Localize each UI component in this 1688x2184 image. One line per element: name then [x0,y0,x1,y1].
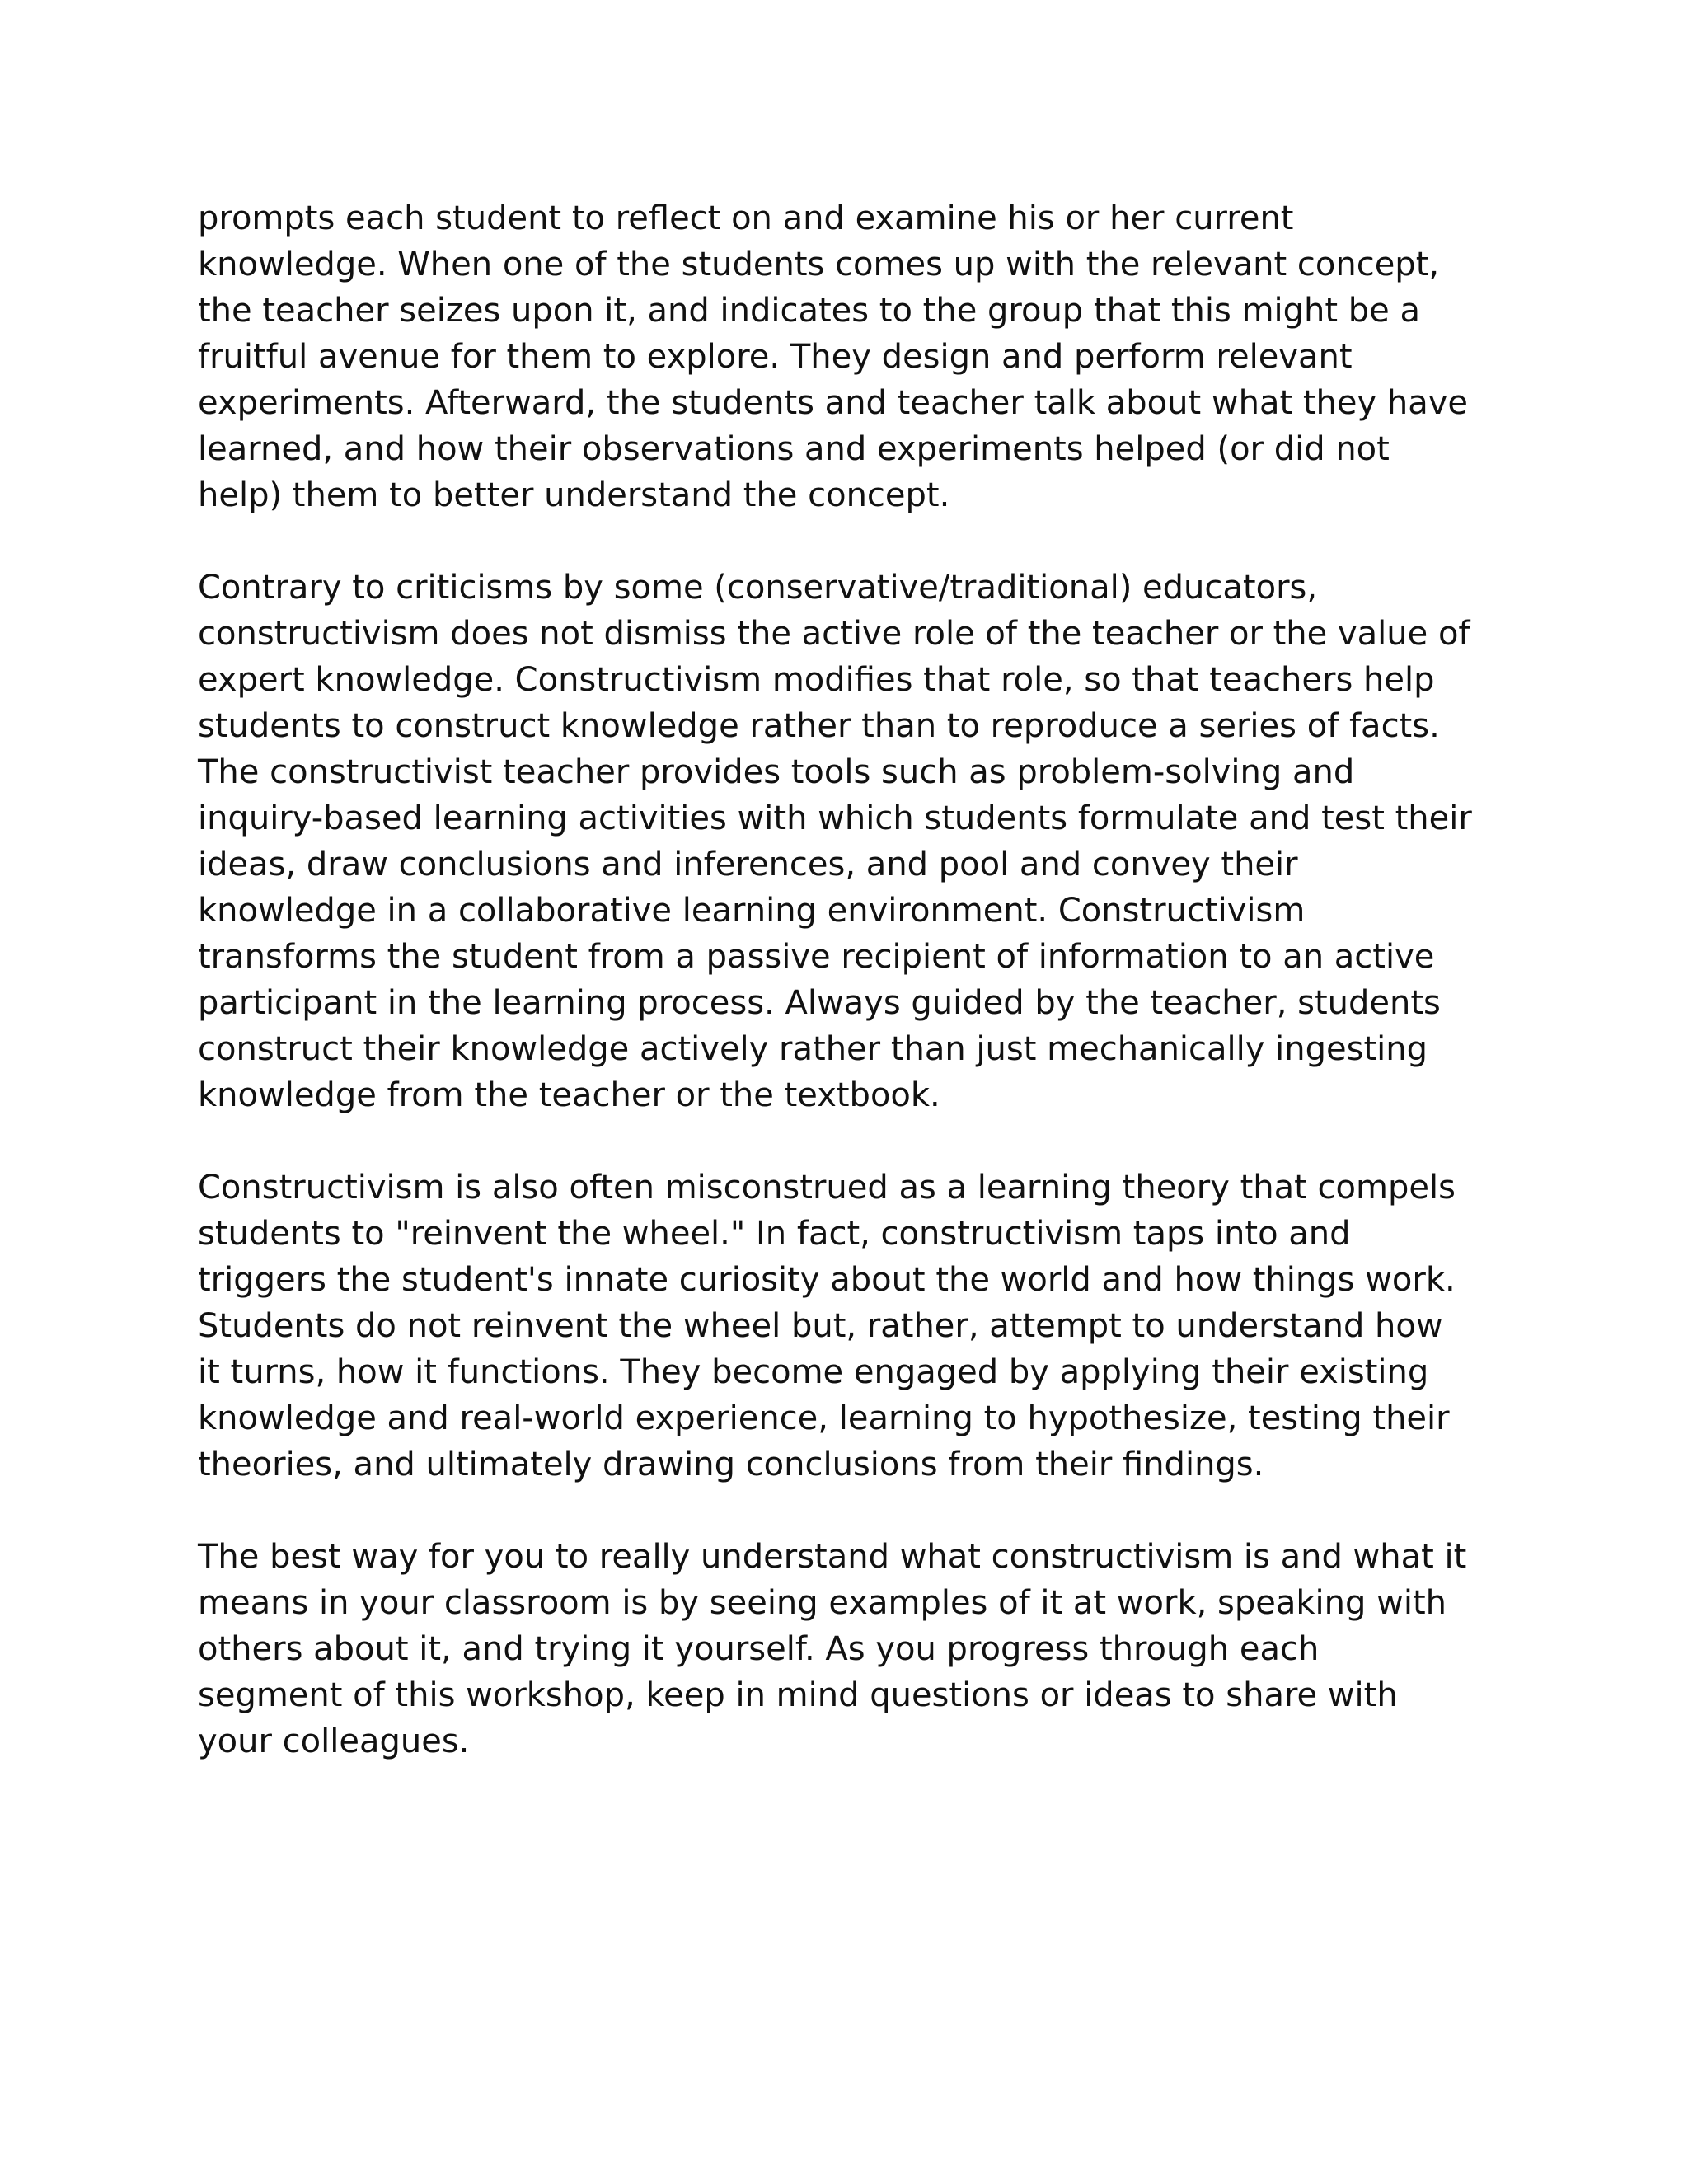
text-line: constructivism does not dismiss the active role of the teacher or the value of [198,615,1470,653]
paragraph-2 [198,565,1533,1118]
text-line: knowledge and real-world experience, learning to hypothesize, testing their [198,1399,1450,1437]
text-line: students to construct knowledge rather than to reproduce a series of facts. [198,707,1440,745]
text-line: theories, and ultimately drawing conclusions from their findings. [198,1446,1264,1483]
text-line: construct their knowledge actively rather than just mechanically ingesting [198,1030,1428,1068]
text-line: others about it, and trying it yourself. As you progress through each [198,1630,1320,1668]
text-line: prompts each student to reflect on and examine his or her current [198,199,1294,237]
text-line: knowledge from the teacher or the textbook. [198,1076,940,1114]
paragraph-4 [198,1534,1533,1765]
text-line: experiments. Afterward, the students and teacher talk about what they have [198,384,1469,422]
text-line: fruitful avenue for them to explore. They design and perform relevant [198,338,1353,376]
text-line: participant in the learning process. Always guided by the teacher, students [198,984,1441,1022]
text-line: ideas, draw conclusions and inferences, and pool and convey their [198,846,1298,883]
text-line: Students do not reinvent the wheel but, rather, attempt to understand how [198,1307,1443,1345]
paragraph-3 [198,1165,1533,1488]
body-text [198,195,1533,1811]
text-line: Contrary to criticisms by some (conservative/traditional) educators, [198,569,1318,607]
text-line: transforms the student from a passive recipient of information to an active [198,938,1435,976]
text-line: your colleagues. [198,1722,470,1760]
text-line: students to "reinvent the wheel." In fact, constructivism taps into and [198,1215,1351,1253]
text-line: the teacher seizes upon it, and indicates to the group that this might be a [198,292,1421,330]
text-line: it turns, how it functions. They become engaged by applying their existing [198,1353,1429,1391]
text-line: triggers the student's innate curiosity about the world and how things work. [198,1261,1456,1299]
text-line: inquiry-based learning activities with which students formulate and test their [198,799,1472,837]
text-line: help) them to better understand the concept. [198,476,950,514]
text-line: segment of this workshop, keep in mind questions or ideas to share with [198,1676,1398,1714]
text-line: The constructivist teacher provides tools such as problem-solving and [198,753,1355,791]
text-line: knowledge in a collaborative learning environment. Constructivism [198,892,1306,930]
text-line: The best way for you to really understand what constructivism is and what it [198,1538,1467,1576]
text-line: expert knowledge. Constructivism modifies that role, so that teachers help [198,661,1435,699]
text-line: learned, and how their observations and experiments helped (or did not [198,430,1390,468]
paragraph-1 [198,195,1533,518]
text-line: means in your classroom is by seeing examples of it at work, speaking with [198,1584,1447,1622]
text-line: knowledge. When one of the students comes up with the relevant concept, [198,246,1440,284]
text-line: Constructivism is also often misconstrued as a learning theory that compels [198,1169,1456,1207]
